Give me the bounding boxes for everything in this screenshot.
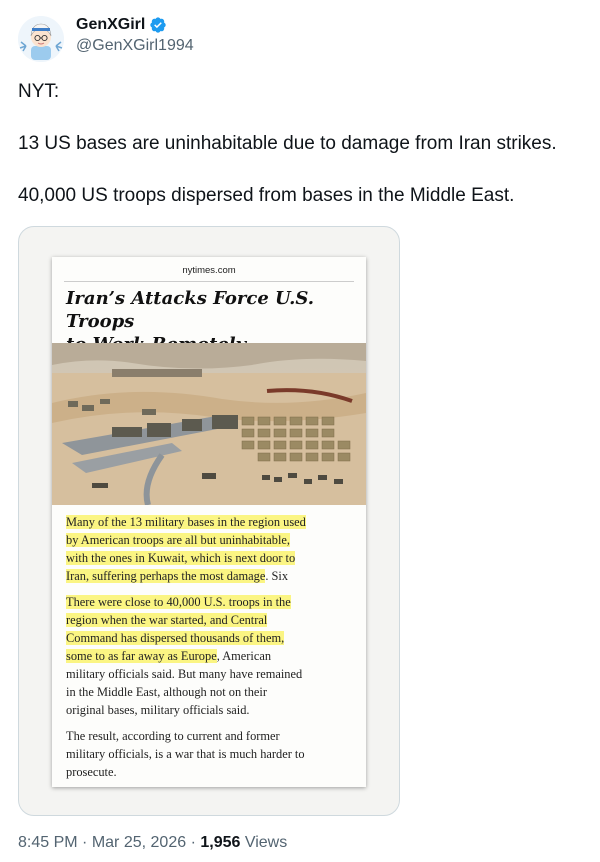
- plain-text: , American: [216, 649, 272, 663]
- user-handle[interactable]: @GenXGirl1994: [76, 37, 194, 54]
- military-base-aerial-photo: [52, 343, 366, 505]
- tweet-header: [18, 14, 578, 64]
- separator: ·: [82, 834, 88, 851]
- headline-line: Iran’s Attacks Force U.S. Troops: [66, 288, 314, 332]
- plain-text: . Six: [265, 569, 289, 583]
- views-label: Views: [244, 834, 288, 851]
- avatar[interactable]: [18, 16, 64, 62]
- article-line: [66, 531, 356, 549]
- article-line: The result, according to current and former: [66, 729, 280, 743]
- separator: ·: [190, 834, 196, 851]
- display-name[interactable]: GenXGirl: [76, 16, 146, 33]
- avatar-illustration-icon: [18, 16, 64, 62]
- tweet-metadata: [18, 834, 287, 852]
- highlighted-text: with the ones in Kuwait, which is next door to: [66, 551, 296, 565]
- tweet-line: 40,000 US troops dispersed from bases in the Middle East.: [18, 185, 515, 206]
- highlighted-text: There were close to 40,000 U.S. troops in the: [66, 595, 291, 609]
- article-line: [66, 593, 356, 611]
- article-body: [66, 513, 356, 781]
- article-domain: nytimes.com: [182, 265, 236, 276]
- highlighted-text: Command has dispersed thousands of them,: [66, 631, 285, 645]
- name-row: [76, 16, 194, 34]
- article-line: [66, 629, 356, 647]
- highlighted-text: Many of the 13 military bases in the region used: [66, 515, 306, 529]
- highlighted-text: Iran, suffering perhaps the most damage: [66, 569, 266, 583]
- article-screenshot: [52, 257, 366, 787]
- article-line: [66, 647, 356, 665]
- tweet-time[interactable]: 8:45 PM: [18, 834, 78, 851]
- highlighted-text: region when the war started, and Central: [66, 613, 268, 627]
- highlighted-text: some to as far away as Europe: [66, 649, 217, 663]
- tweet-line: NYT:: [18, 81, 60, 102]
- article-line: in the Middle East, although not on their: [66, 685, 267, 699]
- highlighted-text: by American troops are all but uninhabitable,: [66, 533, 290, 547]
- article-line: [66, 567, 356, 585]
- article-line: [66, 611, 356, 629]
- article-line: prosecute.: [66, 765, 117, 779]
- article-line: original bases, military officials said.: [66, 703, 250, 717]
- article-line: military officials said. But many have remained: [66, 667, 303, 681]
- article-line: [66, 513, 356, 531]
- tweet-media[interactable]: [18, 226, 400, 816]
- article-line: [66, 549, 356, 567]
- verified-badge-icon[interactable]: [149, 16, 167, 34]
- views-count: 1,956: [200, 834, 241, 851]
- article-line: military officials, is a war that is much harder to: [66, 747, 305, 761]
- tweet-date[interactable]: Mar 25, 2026: [91, 834, 187, 851]
- user-info: [76, 16, 194, 55]
- divider: [64, 281, 354, 282]
- tweet-line: 13 US bases are uninhabitable due to damage from Iran strikes.: [18, 133, 557, 154]
